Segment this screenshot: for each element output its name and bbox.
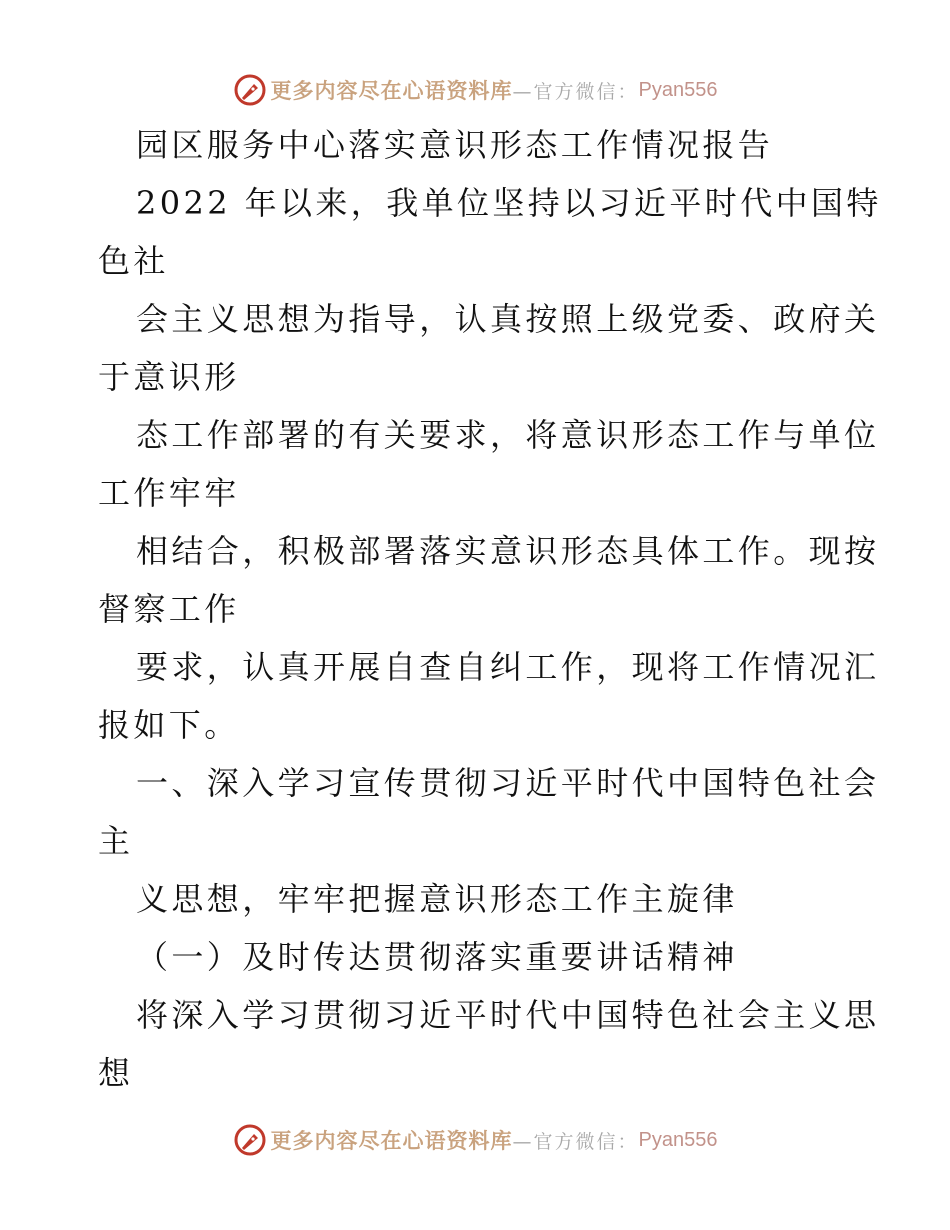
watermark-sub-text: —官方微信：	[512, 80, 639, 103]
document-line: 色社	[98, 242, 169, 280]
document-line: （一）及时传达贯彻落实重要讲话精神	[136, 938, 738, 976]
watermark-main-text: 更多内容尽在心语资料库	[270, 78, 513, 103]
header-watermark	[0, 70, 950, 110]
watermark-main-text: 更多内容尽在心语资料库	[270, 1128, 513, 1153]
document-line: 工作牢牢	[98, 474, 240, 512]
document-line: 2022 年以来，我单位坚持以习近平时代中国特	[136, 184, 882, 222]
document-line: 会主义思想为指导，认真按照上级党委、政府关	[136, 300, 880, 338]
document-body	[98, 116, 882, 1102]
document-line: 态工作部署的有关要求，将意识形态工作与单位	[136, 416, 880, 454]
document-line: 一、深入学习宣传贯彻习近平时代中国特色社会	[136, 764, 880, 802]
document-line: 相结合，积极部署落实意识形态具体工作。现按	[136, 532, 880, 570]
fountain-pen-nib-icon	[233, 73, 267, 107]
document-line: 要求，认真开展自查自纠工作，现将工作情况汇	[136, 648, 880, 686]
document-line: 想	[98, 1054, 134, 1092]
document-line: 督察工作	[98, 590, 240, 628]
document-line: 园区服务中心落实意识形态工作情况报告	[136, 126, 774, 164]
watermark-id-text: Pyan556	[638, 78, 718, 101]
watermark-id-text: Pyan556	[638, 1128, 718, 1151]
document-line: 于意识形	[98, 358, 240, 396]
document-line: 将深入学习贯彻习近平时代中国特色社会主义思	[136, 996, 880, 1034]
document-line: 报如下。	[98, 706, 240, 744]
watermark-sub-text: —官方微信：	[512, 1130, 639, 1153]
document-line: 主	[98, 822, 134, 860]
fountain-pen-nib-icon	[233, 1123, 267, 1157]
document-line: 义思想，牢牢把握意识形态工作主旋律	[136, 880, 738, 918]
footer-watermark	[0, 1120, 950, 1160]
